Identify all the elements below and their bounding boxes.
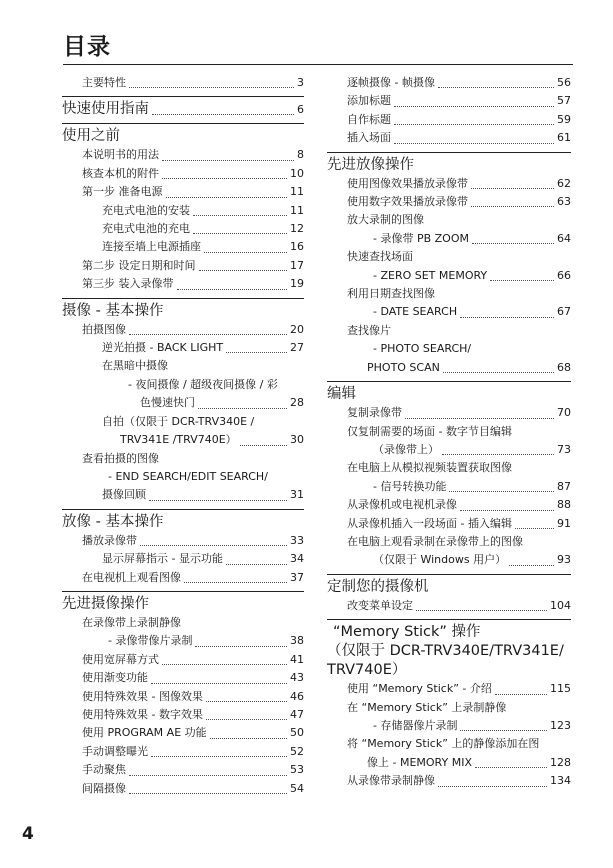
toc-entry[interactable] bbox=[327, 303, 571, 321]
toc-entry[interactable] bbox=[327, 359, 571, 377]
entry-page: 50 bbox=[290, 726, 304, 740]
toc-entry[interactable] bbox=[62, 275, 304, 293]
entry-label: 逆光拍摄 - BACK LIGHT bbox=[102, 341, 224, 355]
dot-leader bbox=[206, 719, 287, 720]
entry-page: 128 bbox=[550, 755, 571, 769]
toc-line[interactable]: 仅复制需要的场面 - 数字节目编辑 bbox=[347, 424, 512, 438]
toc-entry[interactable] bbox=[62, 688, 304, 706]
toc-entry[interactable] bbox=[62, 669, 304, 687]
title-rule bbox=[63, 64, 573, 65]
dot-leader bbox=[226, 564, 287, 565]
toc-entry[interactable] bbox=[327, 478, 571, 496]
entry-page: 104 bbox=[550, 598, 571, 612]
toc-entry[interactable] bbox=[62, 724, 304, 742]
toc-entry[interactable] bbox=[62, 100, 304, 119]
toc-line[interactable]: 快速查找场面 bbox=[347, 250, 413, 264]
entry-page: 63 bbox=[557, 195, 571, 209]
section-adv-play bbox=[327, 152, 571, 377]
toc-entry[interactable] bbox=[62, 569, 304, 587]
section-shoot bbox=[62, 298, 304, 505]
dot-leader bbox=[195, 646, 287, 647]
dot-leader bbox=[495, 694, 547, 695]
section-heading bbox=[62, 96, 304, 119]
toc-left-column bbox=[62, 74, 304, 798]
entry-page: 10 bbox=[290, 166, 304, 180]
toc-entry[interactable] bbox=[62, 183, 304, 201]
entry-page: 16 bbox=[290, 240, 304, 254]
entry-label: PHOTO SCAN bbox=[367, 360, 440, 374]
entry-page: 19 bbox=[290, 277, 304, 291]
dot-leader bbox=[460, 510, 554, 511]
entry-page: 115 bbox=[550, 682, 571, 696]
entry-label: TRV341E /TRV740E） bbox=[120, 433, 237, 447]
toc-entry[interactable] bbox=[62, 431, 304, 449]
entry-label: 充电式电池的充电 bbox=[102, 222, 190, 236]
toc-entry[interactable] bbox=[62, 202, 304, 220]
toc-entry[interactable] bbox=[62, 394, 304, 412]
toc-line[interactable]: 自拍（仅限于 DCR-TRV340E / bbox=[102, 414, 255, 428]
dot-leader bbox=[394, 124, 554, 125]
entry-label: - DATE SEARCH bbox=[373, 305, 458, 319]
dot-leader bbox=[442, 454, 554, 455]
toc-entry[interactable] bbox=[327, 772, 571, 790]
dot-leader bbox=[140, 545, 287, 546]
entry-label: 摄像回顾 bbox=[102, 488, 146, 502]
section-heading bbox=[62, 591, 304, 614]
entry-label: 使用 PROGRAM AE 功能 bbox=[82, 726, 207, 740]
entry-label: 第三步 装入录像带 bbox=[82, 277, 174, 291]
dot-leader bbox=[210, 738, 287, 739]
entry-page: 52 bbox=[290, 744, 304, 758]
entry-label: 使用 “Memory Stick” - 介绍 bbox=[347, 682, 492, 696]
entry-label: 使用宽屏幕方式 bbox=[82, 652, 159, 666]
section-intro bbox=[62, 74, 304, 92]
entry-page: 41 bbox=[290, 652, 304, 666]
section-heading bbox=[327, 381, 571, 404]
toc-line[interactable]: 在录像带上录制静像 bbox=[82, 615, 181, 629]
page-number: 4 bbox=[22, 824, 34, 844]
entry-label: 拍摄图像 bbox=[82, 322, 126, 336]
section-heading bbox=[327, 152, 571, 175]
dot-leader bbox=[129, 793, 287, 794]
dot-leader bbox=[198, 408, 287, 409]
dot-leader bbox=[438, 786, 547, 787]
dot-leader bbox=[240, 445, 287, 446]
toc-entry[interactable] bbox=[327, 754, 571, 772]
toc-line[interactable]: 在电脑上观看录制在录像带上的图像 bbox=[347, 534, 523, 548]
toc-entry[interactable] bbox=[62, 651, 304, 669]
entry-label: 第一步 准备电源 bbox=[82, 185, 163, 199]
toc-line[interactable]: 在 “Memory Stick” 上录制静像 bbox=[347, 700, 507, 714]
page-title: 目录 bbox=[63, 34, 111, 60]
entry-label: 自作标题 bbox=[347, 112, 391, 126]
toc-entry[interactable] bbox=[62, 780, 304, 798]
toc-entry[interactable] bbox=[62, 238, 304, 256]
dot-leader bbox=[416, 610, 547, 611]
section-heading-text: 先进放像操作 bbox=[327, 156, 414, 173]
entry-page: 17 bbox=[290, 258, 304, 272]
section-heading bbox=[62, 123, 304, 146]
entry-page: 47 bbox=[290, 707, 304, 721]
entry-label: （录像带上） bbox=[373, 442, 439, 456]
toc-entry[interactable] bbox=[62, 74, 304, 92]
entry-label: 使用数字效果播放录像带 bbox=[347, 195, 468, 209]
entry-label: 改变菜单设定 bbox=[347, 598, 413, 612]
entry-page: 11 bbox=[290, 185, 304, 199]
toc-entry[interactable] bbox=[62, 550, 304, 568]
section-heading-text: “Memory Stick” 操作 bbox=[333, 624, 481, 641]
entry-label: 添加标题 bbox=[347, 94, 391, 108]
entry-label: 连接至墙上电源插座 bbox=[102, 240, 201, 254]
entry-label: 从录像机或电视机录像 bbox=[347, 498, 457, 512]
toc-right-column bbox=[327, 74, 571, 791]
entry-label: 快速使用指南 bbox=[62, 101, 149, 118]
dot-leader bbox=[438, 87, 554, 88]
toc-entry[interactable] bbox=[327, 111, 571, 129]
section-heading-text: TRV740E） bbox=[327, 662, 407, 679]
entry-page: 67 bbox=[557, 305, 571, 319]
entry-page: 34 bbox=[290, 552, 304, 566]
toc-entry[interactable] bbox=[62, 761, 304, 779]
dot-leader bbox=[149, 500, 287, 501]
toc-entry[interactable] bbox=[327, 404, 571, 422]
entry-label: 从录像带录制静像 bbox=[347, 774, 435, 788]
toc-entry[interactable] bbox=[327, 129, 571, 147]
entry-page: 3 bbox=[297, 76, 304, 89]
toc-entry[interactable] bbox=[327, 680, 571, 698]
entry-label: 从录像机插入一段场面 - 插入编辑 bbox=[347, 516, 512, 530]
entry-label: - ZERO SET MEMORY bbox=[373, 268, 488, 282]
toc-entry[interactable] bbox=[62, 743, 304, 761]
entry-page: 123 bbox=[550, 718, 571, 732]
dot-leader bbox=[449, 491, 554, 492]
toc-entry[interactable] bbox=[327, 717, 571, 735]
section-heading-text: 放像 - 基本操作 bbox=[62, 513, 164, 530]
toc-entry[interactable] bbox=[327, 496, 571, 514]
dot-leader bbox=[471, 188, 554, 189]
dot-leader bbox=[151, 683, 287, 684]
section-adv-shoot bbox=[62, 591, 304, 798]
toc-entry[interactable] bbox=[62, 165, 304, 183]
section-before bbox=[62, 123, 304, 293]
toc-entry[interactable] bbox=[327, 267, 571, 285]
dot-leader bbox=[394, 106, 554, 107]
entry-page: 68 bbox=[557, 360, 571, 374]
entry-page: 20 bbox=[290, 322, 304, 336]
dot-leader bbox=[162, 664, 287, 665]
toc-entry[interactable] bbox=[327, 551, 571, 569]
section-quick bbox=[62, 96, 304, 119]
toc-entry[interactable] bbox=[62, 257, 304, 275]
section-continued bbox=[327, 74, 571, 148]
toc-entry[interactable] bbox=[62, 146, 304, 164]
toc-entry[interactable] bbox=[327, 92, 571, 110]
entry-page: 37 bbox=[290, 570, 304, 584]
toc-entry[interactable] bbox=[62, 532, 304, 550]
section-memory-stick bbox=[327, 619, 571, 790]
entry-label: （仅限于 Windows 用户） bbox=[373, 553, 507, 567]
entry-page: 88 bbox=[557, 498, 571, 512]
dot-leader bbox=[177, 289, 288, 290]
entry-label: 显示屏幕指示 - 显示功能 bbox=[102, 552, 223, 566]
dot-leader bbox=[162, 160, 294, 161]
entry-label: 使用特殊效果 - 数字效果 bbox=[82, 707, 203, 721]
entry-label: 核查本机的附件 bbox=[82, 166, 159, 180]
entry-page: 27 bbox=[290, 341, 304, 355]
section-edit bbox=[327, 381, 571, 570]
entry-page: 6 bbox=[297, 103, 304, 117]
toc-line[interactable]: 在黑暗中摄像 bbox=[102, 359, 168, 373]
section-play bbox=[62, 509, 304, 587]
dot-leader bbox=[129, 87, 294, 88]
entry-label: 第二步 设定日期和时间 bbox=[82, 258, 196, 272]
entry-label: 色慢速快门 bbox=[140, 396, 195, 410]
entry-page: 31 bbox=[290, 488, 304, 502]
dot-leader bbox=[204, 252, 287, 253]
dot-leader bbox=[129, 775, 287, 776]
toc-line[interactable]: 利用日期查找图像 bbox=[347, 287, 435, 301]
entry-page: 91 bbox=[557, 516, 571, 530]
entry-label: 复制录像带 bbox=[347, 406, 402, 420]
toc-line[interactable]: 将 “Memory Stick” 上的静像添加在图 bbox=[347, 737, 540, 751]
toc-entry[interactable] bbox=[327, 193, 571, 211]
entry-label: - 存储器像片录制 bbox=[373, 718, 458, 732]
dot-leader bbox=[193, 215, 287, 216]
section-heading-text: （仅限于 DCR-TRV340E/TRV341E/ bbox=[327, 643, 564, 660]
toc-entry[interactable] bbox=[62, 632, 304, 650]
entry-page: 54 bbox=[290, 781, 304, 795]
dot-leader bbox=[206, 701, 287, 702]
entry-page: 70 bbox=[557, 406, 571, 420]
toc-entry[interactable] bbox=[62, 486, 304, 504]
entry-page: 61 bbox=[557, 131, 571, 145]
entry-page: 30 bbox=[290, 433, 304, 447]
entry-label: 主要特性 bbox=[82, 76, 126, 89]
dot-leader bbox=[226, 352, 287, 353]
section-heading bbox=[327, 619, 571, 680]
dot-leader bbox=[129, 334, 287, 335]
dot-leader bbox=[199, 270, 288, 271]
toc-entry[interactable] bbox=[327, 515, 571, 533]
section-heading-text: 先进摄像操作 bbox=[62, 595, 149, 612]
entry-label: 手动聚焦 bbox=[82, 763, 126, 777]
entry-page: 8 bbox=[297, 148, 304, 162]
entry-page: 46 bbox=[290, 689, 304, 703]
entry-label: 逐帧摄像 - 帧摄像 bbox=[347, 76, 435, 89]
entry-page: 57 bbox=[557, 94, 571, 108]
entry-page: 73 bbox=[557, 442, 571, 456]
dot-leader bbox=[460, 317, 554, 318]
entry-label: 本说明书的用法 bbox=[82, 148, 159, 162]
dot-leader bbox=[405, 418, 554, 419]
toc-line[interactable]: 在电脑上从模拟视频装置获取图像 bbox=[347, 461, 512, 475]
toc-line[interactable]: - 夜间摄像 / 超级夜间摄像 / 彩 bbox=[128, 377, 278, 391]
entry-page: 12 bbox=[290, 222, 304, 236]
section-heading-text: 编辑 bbox=[327, 386, 356, 403]
toc-entry[interactable] bbox=[327, 597, 571, 615]
dot-leader bbox=[460, 730, 547, 731]
entry-page: 66 bbox=[557, 268, 571, 282]
toc-line[interactable]: - PHOTO SEARCH/ bbox=[373, 342, 472, 356]
section-heading-text: 摄像 - 基本操作 bbox=[62, 302, 164, 319]
toc-entry[interactable] bbox=[327, 74, 571, 92]
entry-label: 使用特殊效果 - 图像效果 bbox=[82, 689, 203, 703]
dot-leader bbox=[162, 178, 287, 179]
entry-label: - 信号转换功能 bbox=[373, 479, 447, 493]
entry-label: 在电视机上观看图像 bbox=[82, 570, 181, 584]
toc-line[interactable]: - END SEARCH/EDIT SEARCH/ bbox=[108, 469, 268, 483]
section-heading-text: 使用之前 bbox=[62, 128, 120, 145]
entry-label: 插入场面 bbox=[347, 131, 391, 145]
entry-label: 间隔摄像 bbox=[82, 781, 126, 795]
section-heading bbox=[327, 574, 571, 597]
dot-leader bbox=[151, 756, 287, 757]
toc-entry[interactable] bbox=[327, 175, 571, 193]
dot-leader bbox=[394, 143, 554, 144]
dot-leader bbox=[472, 243, 554, 244]
dot-leader bbox=[471, 206, 554, 207]
toc-entry[interactable] bbox=[62, 706, 304, 724]
dot-leader bbox=[193, 233, 287, 234]
entry-page: 38 bbox=[290, 634, 304, 648]
section-heading bbox=[62, 509, 304, 532]
entry-label: - 录像带 PB ZOOM bbox=[373, 231, 469, 245]
dot-leader bbox=[475, 767, 547, 768]
entry-page: 93 bbox=[557, 553, 571, 567]
toc-entry[interactable] bbox=[62, 220, 304, 238]
entry-page: 64 bbox=[557, 231, 571, 245]
dot-leader bbox=[184, 582, 287, 583]
section-heading-text: 定制您的摄像机 bbox=[327, 578, 429, 595]
entry-page: 62 bbox=[557, 176, 571, 190]
dot-leader bbox=[152, 114, 294, 115]
entry-page: 134 bbox=[550, 774, 571, 788]
entry-page: 56 bbox=[557, 76, 571, 89]
section-heading bbox=[62, 298, 304, 321]
toc-entry[interactable] bbox=[327, 441, 571, 459]
entry-label: 播放录像带 bbox=[82, 533, 137, 547]
entry-label: 使用渐变功能 bbox=[82, 671, 148, 685]
entry-page: 53 bbox=[290, 763, 304, 777]
dot-leader bbox=[490, 280, 554, 281]
dot-leader bbox=[509, 565, 554, 566]
entry-label: 充电式电池的安装 bbox=[102, 203, 190, 217]
dot-leader bbox=[515, 528, 554, 529]
toc-entry[interactable] bbox=[62, 321, 304, 339]
entry-page: 28 bbox=[290, 396, 304, 410]
entry-label: - 录像带像片录制 bbox=[108, 634, 193, 648]
toc-line[interactable]: 查找像片 bbox=[347, 323, 391, 337]
entry-label: 使用图像效果播放录像带 bbox=[347, 176, 468, 190]
entry-page: 33 bbox=[290, 533, 304, 547]
entry-page: 11 bbox=[290, 203, 304, 217]
entry-page: 87 bbox=[557, 479, 571, 493]
entry-page: 43 bbox=[290, 671, 304, 685]
toc-entry[interactable] bbox=[327, 230, 571, 248]
dot-leader bbox=[166, 197, 288, 198]
entry-label: 像上 - MEMORY MIX bbox=[367, 755, 472, 769]
dot-leader bbox=[443, 372, 554, 373]
toc-entry[interactable] bbox=[62, 339, 304, 357]
toc-line[interactable]: 放大录制的图像 bbox=[347, 213, 424, 227]
section-custom bbox=[327, 574, 571, 615]
entry-page: 59 bbox=[557, 112, 571, 126]
entry-label: 手动调整曝光 bbox=[82, 744, 148, 758]
toc-line[interactable]: 查看拍摄的图像 bbox=[82, 451, 159, 465]
